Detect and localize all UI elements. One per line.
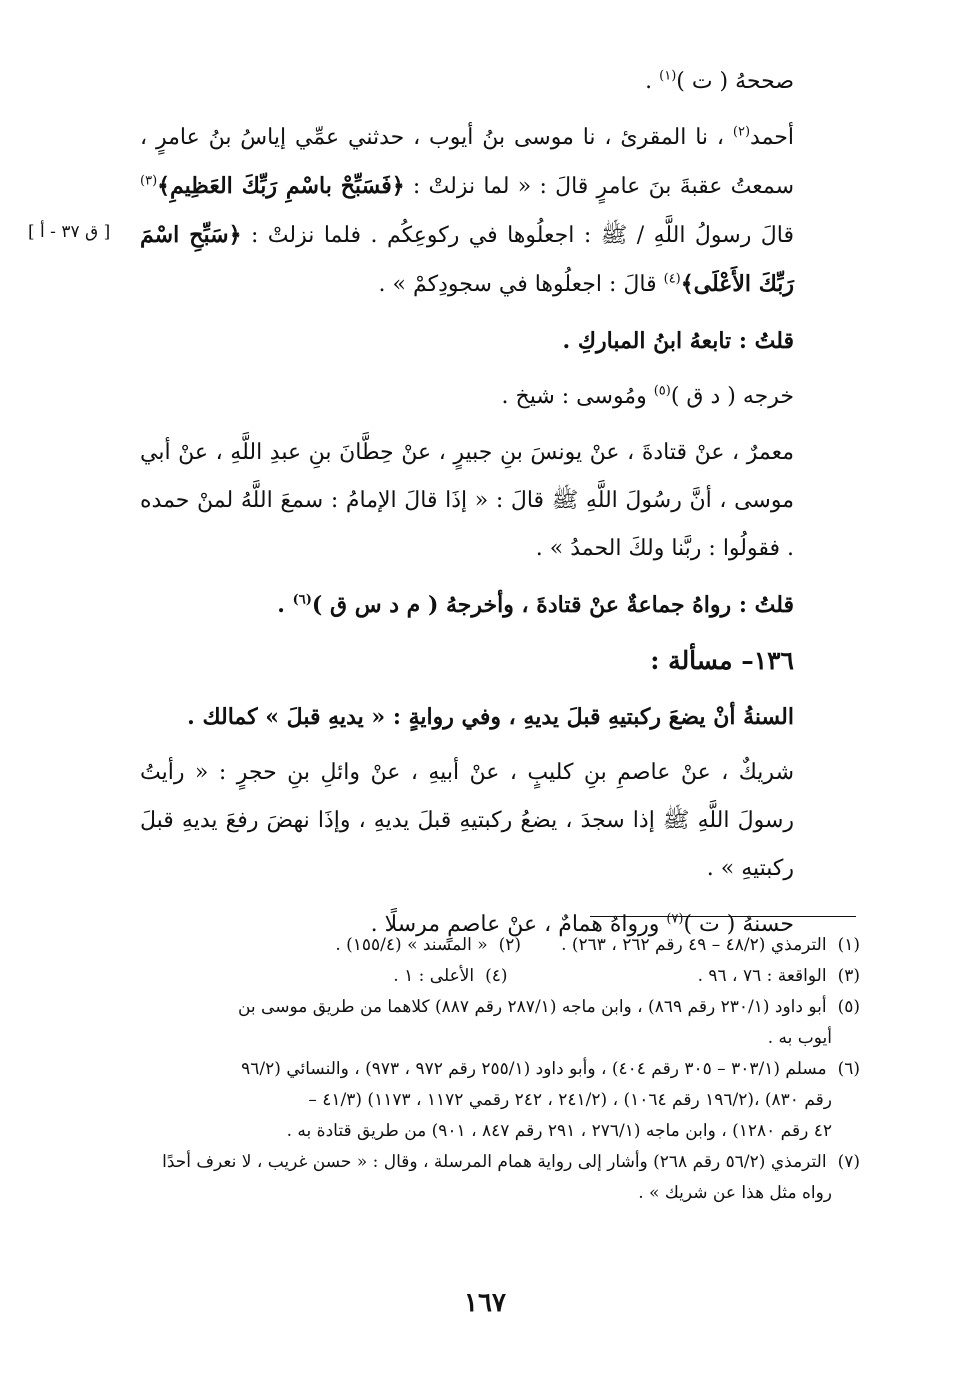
footnote-ref[interactable]: (١) — [659, 68, 677, 84]
footnote-ref[interactable]: (٧) — [666, 911, 684, 927]
footnote-text: الأعلى : ١ . — [393, 966, 475, 986]
footnote-7 — [140, 1147, 860, 1178]
paragraph-8: شريكٌ ، عنْ عاصمِ بنِ كليبٍ ، عنْ أبيهِ ، عنْ وائلِ بنِ حجرٍ : « رأيتُ رسولَ اللَّهِ ﷺ إذا سجدَ ، يضعُ ركبتيهِ قبلَ يديهِ ، وإذَا نهضَ رفعَ يديهِ قبلَ ركبتيهِ » . — [140, 760, 794, 881]
text-span: ومُوسى : شيخ . — [501, 384, 654, 409]
paragraph-3: قلتُ : تابعهُ ابنُ المباركِ . — [562, 328, 794, 354]
text-span: . — [277, 592, 293, 618]
quran-verse: ﴿فَسَبِّحْ باسْمِ رَبِّكَ العَظِيمِ﴾ — [157, 173, 405, 199]
text-span: . — [645, 69, 660, 94]
footnote-text: « المسند » (١٥٥/٤) . — [335, 935, 488, 955]
footnote-2 — [335, 930, 521, 961]
footnote-row — [140, 930, 860, 961]
footnote-ref[interactable]: (٢) — [732, 124, 751, 140]
footnote-number: (٧) — [837, 1152, 860, 1172]
quran-verse: ﴿سَبِّحِ اسْمَ رَبِّكَ الأَعْلَى﴾ — [140, 222, 794, 297]
footnote-text: أبو داود (٢٣٠/١ رقم ٨٦٩) ، وابن ماجه (٢٨٧/١ رقم ٨٨٧) كلاهما من طريق موسى بن — [237, 997, 827, 1017]
section-heading: ١٣٦– مسألة : — [650, 646, 794, 675]
text-span: قالَ رسولُ اللَّهِ / ﷺ : اجعلُوها في ركوعِكُم . فلما نزلتْ : — [241, 223, 794, 248]
page-number: ١٦٧ — [464, 1288, 506, 1318]
footnote-ref[interactable]: (٥) — [653, 383, 671, 399]
text-span: أحمد — [750, 125, 794, 150]
footnote-ref[interactable]: (٤) — [663, 271, 681, 287]
footnote-6-cont: ٤٢ رقم ١٢٨٠) ، وابن ماجه (٢٧٦/١ ، ٢٩١ رقم ٨٤٧ ، ٩٠١) من طريق قتادة به . — [286, 1121, 832, 1141]
footnote-number: (١) — [837, 935, 860, 955]
paragraph-5: معمرٌ ، عنْ قتادةَ ، عنْ يونسَ بنِ جبيرٍ ، عنْ حِطَّانَ بنِ عبدِ اللَّهِ ، عنْ أبي موسى ، أنَّ رسُولَ اللَّهِ ﷺ قالَ : « إذَا قالَ الإمامُ : سمعَ اللَّهُ لمنْ حمده . فقولُوا : ربَّنا ولكَ الحمدُ » . — [140, 440, 794, 561]
text-span: ، نا المقرئ ، نا موسى بنُ أيوب ، حدثني عمِّي إياسُ بنُ عامرٍ ، سمعتُ عقبةَ بنَ عامرٍ قالَ : « لما نزلتْ : — [140, 125, 794, 199]
text-span: خرجه ( د ق ) — [670, 384, 794, 409]
footnote-number: (٣) — [837, 966, 860, 986]
footnote-3 — [698, 961, 860, 992]
footnote-divider — [590, 916, 856, 917]
footnote-5-cont: أيوب به . — [767, 1028, 832, 1048]
manuscript-folio-note: [ ق ٣٧ - أ ] — [28, 222, 111, 242]
footnote-ref[interactable]: (٣) — [140, 173, 158, 189]
footnote-6 — [140, 1054, 860, 1085]
footnote-text: مسلم (٣٠٣/١ – ٣٠٥ رقم ٤٠٤) ، وأبو داود (٢٥٥/١ رقم ٩٧٢ ، ٩٧٣) ، والنسائي (٩٦/٢ — [241, 1059, 827, 1079]
paragraph-7: السنةُ أنْ يضعَ ركبتيهِ قبلَ يديهِ ، وفي روايةٍ : « يديهِ قبلَ » كمالك . — [187, 704, 794, 730]
footnote-row — [140, 961, 860, 992]
text-span: قلتُ : رواهُ جماعةٌ عنْ قتادةَ ، وأخرجهُ ( م د س ق ) — [311, 592, 794, 618]
footnote-7-cont: رواه مثل هذا عن شريك » . — [638, 1183, 832, 1203]
paragraph-6 — [140, 581, 794, 629]
text-span: ورواهُ همامٌ ، عنْ عاصمٍ مرسلًا . — [370, 912, 667, 937]
footnote-text: الواقعة : ٧٦ ، ٩٦ . — [697, 966, 827, 986]
footnote-number: (٢) — [498, 935, 522, 955]
footnote-4 — [393, 961, 507, 992]
paragraph-1 — [140, 58, 794, 106]
footnote-number: (٤) — [485, 966, 508, 986]
text-span: صححهُ ( ت ) — [676, 69, 794, 94]
paragraph-2 — [140, 114, 794, 309]
footnote-number: (٥) — [837, 997, 860, 1017]
main-text — [140, 58, 794, 957]
footnote-5 — [140, 992, 860, 1023]
footnote-text: الترمذي (٥٦/٢ رقم ٢٦٨) وأشار إلى رواية همام المرسلة ، وقال : « حسن غريب ، لا نعرف أحدًا — [162, 1152, 827, 1172]
text-span: حسنهُ ( ت ) — [683, 912, 794, 937]
footnote-number: (٦) — [837, 1059, 860, 1079]
footnotes — [140, 930, 860, 1209]
footnote-6-cont: رقم ٨٣٠) ،(١٩٦/٢ رقم ١٠٦٤) ، (٢٤١/٢ ، ٢٤٢ رقمي ١١٧٢ ، ١١٧٣) (٤١/٣ – — [308, 1090, 832, 1110]
footnote-text: الترمذي (٤٨/٢ – ٤٩ رقم ٢٦٢ ، ٢٦٣) . — [561, 935, 827, 955]
paragraph-4 — [140, 373, 794, 421]
footnote-ref[interactable]: (٦) — [292, 592, 312, 608]
text-span: قالَ : اجعلُوها في سجودِكمْ » . — [378, 272, 664, 297]
footnote-1 — [561, 930, 860, 961]
